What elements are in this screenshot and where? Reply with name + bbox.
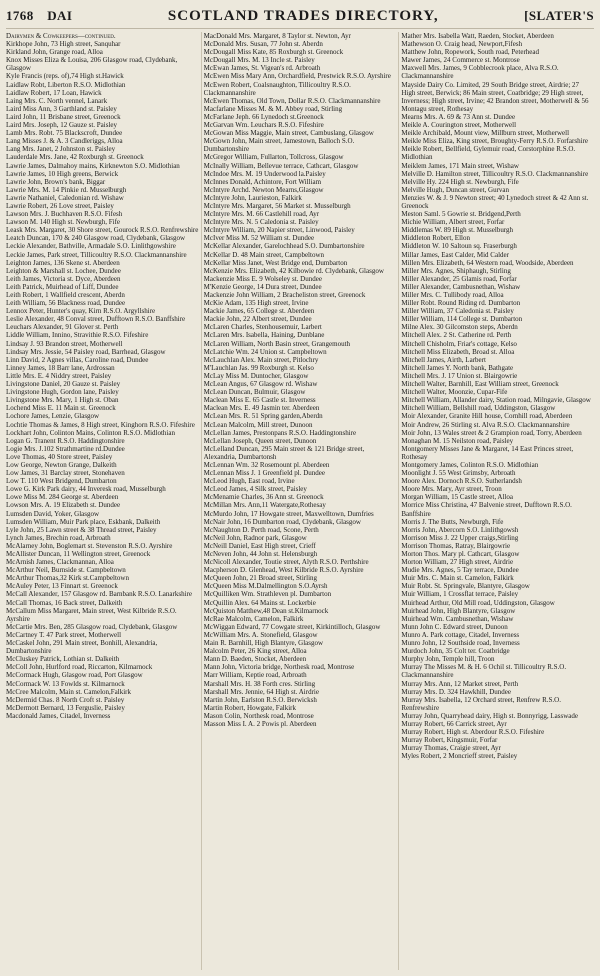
directory-entry: Lumsden David, Yoker, Glasgow [6,509,100,518]
directory-entry: McArthur Thomas,32 Kirk st.Campbeltown [6,574,129,583]
directory-entry: McCall Alexander, 157 Glasgow rd. Barnbank R.S.O. Lanarkshire [6,590,192,599]
directory-entry: Kirkland John, Grange road, Alloa [6,48,103,57]
directory-entry: Muirhead John, High Blantyre, Glasgow [401,606,516,615]
directory-entry: McCallum Miss Margaret, Main street, West Kilbride R.S.O. Ayrshire [6,606,177,623]
directory-entry: Laird John, 11 Brisbane street, Greenock [6,112,121,121]
directory-entry: Munn John C. Edward street, Dunoon [401,622,508,631]
directory-entry: Low George, Newton Grange, Dalkeith [6,460,117,469]
directory-entry: Leckie James, Park street, Tillicoultry R.S.O. Clackmannanshire [6,250,187,259]
directory-entry: McAuley Peter, 13 Finnart st. Greenock [6,582,118,591]
directory-entry: Moir John, 13 Wales street & 2 Grampion road, Torry, Aberdeen [401,428,582,437]
directory-entry: McMurdo John, 17 Howgate street, Maxwelltown, Dumfries [203,509,374,518]
directory-entry: McAllister Duncan, 11 Wellington street, Greenock [6,550,151,558]
directory-entry: Moore Mrs. Mary, Ayr street, Troon [401,485,502,494]
directory-entry: Martin Robert, Howgate, Falkirk [203,703,297,712]
directory-entry: McGregor William, Fullarton, Tollcross, Glasgow [203,153,344,162]
directory-entry: Morrice Miss Christina, 47 Balvenie street, Dufftown R.S.O. Banffshire [401,501,572,518]
directory-entry: McDonald Mrs. Susan, 77 John st. Aberdn [203,40,323,49]
directory-entry: McQueen Miss M.Dalmellington S.O.Ayrsh [203,582,328,591]
directory-entry: McFarlane Jeph. 66 Lynedoch st.Greenock [203,112,324,121]
section-abbrev: DAI [47,8,73,23]
directory-entry: McGown John, Main street, Jamestown, Balloch S.O. Dumbartonshire [203,137,355,154]
directory-entry: McLatchie Wm. 24 Union st. Campbeltown [203,347,327,356]
directory-entry: Mearns Mrs. A. 69 & 73 Ann st. Dundee [401,112,516,121]
directory-entry: Melville D. Hamilton street, Tillicoultry R.S.O. Clackmannanshire [401,169,589,178]
directory-entry: McLaren Mrs. Isabella, Haining, Dunblane [203,331,325,340]
directory-entry: Marshall Mrs. H. 38 Forth cres. Stirling [203,679,316,688]
directory-entry: McColl John, Hurlford road, Riccarton, Kilmarnock [6,663,153,672]
directory-entry: McEwan James, St. Vigean's rd. Arbroath [203,64,321,73]
directory-entry: Mann D. Baeden, Stocket, Aberdeen [203,655,307,664]
directory-entry: Moir Alexander, Granite Hill house, Cornhill road, Aberdeen [401,412,573,421]
page-number: 1768 [6,8,34,23]
directory-entry: Lowson Mrs. A. 19 Elizabeth st. Dundee [6,501,121,510]
directory-entry: Mitchell James, Airth, Larbert [401,355,486,364]
directory-entry: Montgomery James, Colinton R.S.O. Midlothian [401,460,539,469]
directory-entry: McIver Miss M. 52 William st. Dundee [203,234,315,243]
directory-entry: McIntyre William, 20 Napier street, Linwood, Paisley [203,226,355,235]
directory-entry: Lochend Miss E. 11 Main st. Greenock [6,404,116,413]
directory-entry: McCormack Hugh, Glasgow road, Port Glasgow [6,671,143,680]
directory-entry: McNeil John, Radnor park, Glasgow [203,533,307,542]
directory-entry: Mudie Mrs. Agnes, 5 Tay terrace, Dundee [401,566,519,575]
directory-entry: Mitchell William, Bellshill road, Uddingston, Glasgow [401,404,556,413]
directory-entry: Laird Mrs. Joseph, 12 Gauze st. Paisley [6,121,118,130]
directory-entry: McLelland Duncan, 295 Main street & 121 Bridge street, Alexandria, Dumbartonsh [203,444,365,461]
directory-entry: Muir William, 1 Crossflat terrace, Paisley [401,590,519,599]
directory-entry: Murray Mrs. Ann, 12 Market street, Perth [401,679,519,688]
directory-entry: Masson Miss I. A. 2 Powis pl. Aberdeen [203,719,317,728]
directory-entry: Laidlaw Robert, 17 Loan, Hawick [6,88,102,97]
directory-entry: Lennox Peter, Hunter's quay, Kirn R.S.O. Argyllshire [6,307,156,316]
directory-entry: Lowe Miss M. 284 George st. Aberdeen [6,493,119,502]
directory-entry: Low T. 110 West Bridgend, Dumbarton [6,477,117,486]
directory-entry: Laidlaw Robt, Liberton R.S.O. Midlothian [6,80,126,89]
directory-entry: Lang Mrs. Janet, 2 Johnston st. Paisley [6,145,116,154]
directory-entry: Myles Robert, 2 Moncrieff street, Paisley [401,752,518,761]
directory-entry: Linn David, 2 Agnes villas, Caroline road, Dundee [6,355,149,364]
publisher-name: [SLATER'S [524,8,594,23]
directory-entry: Lynch James, Brechin road, Arbroath [6,533,111,542]
directory-entry: Leatch Duncan, 170 & 240 Glasgow road, Clydebank, Glasgow [6,234,186,243]
directory-entry: Morrison Thomas, Ratray, Blairgowrie [401,541,511,550]
directory-entry: Livingstone Hugh, Gordon lane, Paisley [6,388,119,397]
directory-entry: Munro John, 12 Southside road, Inverness [401,639,520,648]
directory-entry: McLennan Miss J. 1 Greenfield pl. Dundee [203,469,325,478]
directory-entry: McWiggan Edward, 77 Cowgate street, Kirkintilloch, Glasgow [203,622,381,631]
directory-entry: Monaghan M. 15 Neilston road, Paisley [401,436,514,445]
directory-entry: McLay Miss M. Duntocher, Glasgow [203,371,309,380]
directory-entry: Leuchars Alexander, 91 Glover st. Perth [6,323,119,332]
directory-entry: Kirkhope John, 73 High street, Sanquhar [6,40,121,49]
directory-entry: McAlarney John, Boglemart st. Stevenston R.S.O. Ayrshire [6,541,173,550]
directory-entry: Morton William, 27 High street, Airdrie [401,558,514,567]
directory-entry: McLean Malcolm, Mill street, Dunoon [203,420,313,429]
directory-entry: Lochore James, Lenzie, Glasgow [6,412,100,421]
directory-entry: McEwen Miss Mary Ann, Orchardfield, Prestwick R.S.O. Ayrshire [203,72,391,81]
directory-entry: Moonlight J. 55 West Grimsby, Arbroath [401,469,516,478]
directory-entry: Lawrie John, Brown's bank, Biggar [6,177,106,186]
page-title: SCOTLAND TRADES DIRECTORY, [167,8,439,24]
directory-entry: Lawrie Mrs. M. 14 Pinkie rd. Musselburgh [6,185,127,194]
directory-entry: Mawer James, 24 Commerce st. Montrose [401,56,520,65]
directory-entry: Mackie James, 65 College st. Aberdeen [203,307,315,316]
directory-entry: Miller William, 114 College st. Dumbarton [401,315,523,324]
directory-entry: Mitchell William, Allander dairy, Station road, Milngavie, Glasgow [401,396,591,405]
directory-entry: McEwen Robert, Coalsnaughton, Tillicoultry R.S.O. Clackmannanshire [203,80,351,97]
directory-entry: McIntyre Mrs. N. 5 Caledonia st. Paisley [203,218,319,227]
directory-entry: McDermott Bernard, 13 Ferguslie, Paisley [6,703,125,712]
directory-entry: McGowan Miss Maggie, Main street, Cambuslang, Glasgow [203,129,374,138]
directory-entry: Miller Alexander, Cambusnethan, Wishaw [401,282,521,291]
directory-entry: Mitchell Miss Elizabeth, Broad st. Alloa [401,347,515,356]
directory-entry: Meston Saml. 5 Gowrie st. Bridgend,Perth [401,210,521,219]
directory-entry: McNicoll Alexander, Toutie street, Alyth R.S.O. Perthshire [203,558,369,567]
directory-entry: Miller Alexander, 25 Glamis road, Forfar [401,274,517,283]
directory-entry: McKenzie Mrs. Elizabeth, 42 Kilbowie rd. Clydebank, Glasgow [203,266,384,275]
directory-entry: Murray Robert, 66 Carrick street, Ayr [401,719,507,728]
directory-entry: Millen Mrs. Elizabeth, 64 Western road, Woodside, Aberdeen [401,258,574,267]
directory-entry: Macdonald James, Citadel, Inverness [6,711,111,720]
directory-entry: Leslie Alexander, 48 Conval street, Dufftown R.S.O. Banffshire [6,315,186,324]
directory-entry: Mitchell Walter, Barnhill, East William street, Greenock [401,380,559,389]
directory-entry: McGarvan Wm. Leuchars R.S.O. Fifeshire [203,121,324,130]
directory-entry: Lauderdale Mrs. Jane, 42 Roxburgh st. Greenock [6,153,144,162]
directory-entry: Lawson M. 140 High st. Newburgh, Fife [6,218,121,227]
directory-entry: Livingstone Daniel, 20 Gauze st. Paisley [6,380,121,389]
directory-entry: Murray John, Quarryhead dairy, High st. Bonnyrigg, Lasswade [401,711,578,720]
directory-entry: McIndoe Mrs. M. 19 Underwood la.Paisley [203,169,326,178]
directory-entry: McKie Adam, 135 High street, Irvine [203,299,309,308]
directory-entry: Middleton Robert, Ellon [401,234,470,243]
directory-entry: Knox Misses Eliza & Louisa, 206 Glasgow road, Clydebank, Glasgow [6,56,178,73]
directory-entry: Main R. Barnhill, High Blantyre, Glasgow [203,639,324,648]
directory-entry: Menzies W. & J. 9 Newton street; 40 Lynedoch street & 42 Ann st. Greenock [401,193,589,210]
directory-entry: McLeod Hugh, East road, Irvine [203,477,295,486]
directory-entry: Little Mrs. E. 4 Niddry street, Paisley [6,371,112,380]
directory-entry: Lawrie James, Dalmahoy mains, Kirknewton S.O. Midlothian [6,161,180,170]
directory-entry: Kyle Francis (reps. of),74 High st.Hawick [6,72,124,81]
directory-entry: Mitchell Alex. 2 St. Catherine rd. Perth [401,331,512,340]
directory-entry: Leith James, Victoria st. Dyce, Aberdeen [6,274,121,283]
directory-entry: Millar James, East Calder, Mid Calder [401,250,509,259]
directory-entry: McQuillin Alex. 64 Mains st. Lockerbie [203,598,316,607]
directory-entry: Mather Mrs. Isabella Watt, Raeden, Stocket, Aberdeen [401,32,554,40]
directory-entry: Livingstone Mrs. Mary, 1 High st. Oban [6,396,119,405]
directory-entry: Laird Miss Ann, 3 Garthland st. Paisley [6,104,117,113]
directory-entry: McNeill Daniel, East High street, Crieff [203,541,316,550]
directory-entry: McKellar Miss Janet, West Bridge end, Dumbarton [203,258,348,267]
header-left [6,8,82,24]
directory-entry: McMenamie Charles, 36 Ann st. Greenock [203,493,324,502]
directory-entry: McQuilliken Wm. Strathleven pl. Dumbarton [203,590,332,599]
directory-entry: Miller Mrs. C. Tullibody road, Alloa [401,291,504,299]
directory-entry: McDermid Chas. 8 North Croft st. Paisley [6,695,125,704]
directory-entry: Murray Robert, High st. Aberdour R.S.O. Fifeshire [401,728,545,737]
directory-entry: McMillan Mrs. Ann,11 Watergate,Rothesay [203,501,326,510]
directory-entry: McKellar D. 48 Main street, Campbeltown [203,250,325,259]
directory-entry: McEwen Thomas, Old Town, Dollar R.S.O. Clackmannanshire [203,96,381,105]
directory-entry: Morris J. The Butts, Newburgh, Fife [401,517,504,526]
directory-entry: Muir Mrs. C. Main st. Camelon, Falkirk [401,574,514,583]
directory-entry: McLaren William, North Basin street, Grangemouth [203,339,351,348]
directory-entry: McLean Duncan, Bulmuir, Glasgow [203,388,306,397]
directory-entry: Middleton W. 10 Saltoun sq. Fraserburgh [401,242,517,251]
directory-entry: McCluskey Patrick, Lothian st. Dalkeith [6,655,120,664]
directory-entry: Marr William, Keptie road, Arbroath [203,671,307,680]
directory-entry: Mason Colin, Northesk road, Montrose [203,711,314,720]
directory-entry: Miller William, 37 Caledonia st. Paisley [401,307,514,316]
directory-entry: Morris John, Abercorn S.O. Linlithgowsh [401,525,519,534]
directory-entry: Lowe G. Kirk Park dairy, 44 Inveresk road, Musselburgh [6,485,166,494]
directory-entry: Linney James, 18 Barr lane, Ardrossan [6,363,115,372]
directory-entry: Dairymen & Cowkeepers—continued. [6,32,116,40]
directory-entry: Mitchell Walter, Moonzie, Cupar-Fife [401,388,508,397]
directory-entry: McLellan Joseph, Queen street, Dunoon [203,436,317,445]
directory-entry: Mayside Dairy Co. Limited, 29 South Bridge street, Airdrie; 27 High street, Berwick; 86 Main street, Coatbridge; 29 High street, Inverness; High street, Irvine; 42 Brandon street, Motherwell & 56 Montagu street, Rothesay [401,80,589,113]
directory-entry: McLennan Wm. 32 Rosemount pl. Aberdeen [203,460,330,469]
directory-entry: Lamb Mrs. Robt. 75 Blackscroft, Dundee [6,129,123,138]
directory-entry: Morgan William, 15 Castle street, Alloa [401,493,513,502]
directory-entry: Muir Robt. St. Springvale, Blantyre, Glasgow [401,582,530,591]
directory-entry: Maxwell Mrs. James, 9 Cobblecrook place, Alva R.S.O. Clackmannanshire [401,64,559,81]
directory-entry: Lawson Mrs. J. Buchhaven R.S.O. Fifesh [6,210,123,219]
directory-entry: Moore Alex. Dornoch R.S.O. Sutherlandsh [401,477,522,486]
directory-entry: Matthew John, Ropework, South road, Peterhead [401,48,539,57]
directory-entry: Mitchell Mrs. J. 17 Union st. Blairgowrie [401,371,518,380]
directory-entry: McCartney T. 47 Park street, Motherwell [6,630,122,639]
directory-entry: McLean Angus, 67 Glasgow rd. Wishaw [203,380,318,389]
directory-entry: Melville Hugh, Duncan street, Gurvan [401,185,510,194]
directory-entry: McArnish James, Clackmannan, Alloa [6,558,114,567]
directory-entry: McQuiston Matthew,48 Dean st.Kilmarnock [203,606,329,615]
page-header [6,8,594,29]
entry-columns [6,32,596,970]
directory-entry: Murray Robert, Kingsmuir, Forfar [401,736,498,745]
directory-entry: Lindsay J. 93 Brandon street, Motherwell [6,339,123,348]
directory-entry: McIntyre Archd. Newton Mearns,Glasgow [203,185,324,194]
directory-entry: Leask Mrs. Margaret, 30 Shore street, Gourock R.S.O. Renfrewshire [6,226,199,235]
directory-entry: McCaskel John, 291 Main street, Bonhill, Alexandria, Dumbartonshire [6,639,158,656]
directory-entry: Marshall Mrs. Jennie, 64 High st. Airdrie [203,687,319,696]
directory-entry: McCormack W. 13 Fowlds st. Kilmarnock [6,679,125,688]
directory-entry: Middlemas W. 89 High st. Musselburgh [401,226,514,235]
directory-entry: McIntyre Mrs. Margaret, 56 Market st. Musselburgh [203,201,351,210]
directory-entry: Logan G. Tranent R.S.O. Haddingtonshire [6,436,125,445]
directory-entry: Lang Misses J. & A. 3 Candleriggs, Alloa [6,137,123,146]
directory-entry: Logie Mrs. J.102 Strathmartine rd.Dundee [6,444,125,453]
directory-entry: Meikle Miss Eliza, King street, Broughty-Ferry R.S.O. Forfarshire [401,137,588,146]
directory-entry: Lochtie Thomas & James, 8 High street, Kinghorn R.S.O. Fifeshire [6,420,195,429]
directory-entry: McDougall Mrs. M. 13 Incle st. Paisley [203,56,315,65]
directory-entry: Love Thomas, 40 Store street, Paisley [6,452,113,461]
directory-entry: Murphy John, Temple hill, Troon [401,655,495,664]
column-3 [401,32,596,970]
directory-entry: Morton Thos. Mary pl. Cathcart, Glasgow [401,550,520,558]
directory-entry: McCartie Mrs. Ben, 285 Glasgow road, Clydebank, Glasgow [6,622,178,631]
directory-entry: Meikle A. Courington street, Motherwell [401,121,517,130]
directory-entry: Meiklem James, 171 Main street, Wishaw [401,161,519,170]
directory-entry: Low James, 31 Barclay street, Stonehaven [6,469,125,478]
directory-entry: Murray Mrs. D. 324 Hawkhill, Dundee [401,687,511,696]
directory-entry: McInnes Donald, Achintore, Fort William [203,177,322,186]
directory-entry: McLean Mrs. R. 51 Spring garden,Aberdn [203,412,323,421]
directory-entry: Murdoch John, 35 Colt ter. Coatbridge [401,647,510,656]
directory-entry: Miller Mrs. Agnes, Shiphaugh, Stirling [401,266,511,275]
directory-entry: Lindsay Mrs. Jessie, 54 Paisley road, Barrhead, Glasgow [6,347,166,356]
directory-entry: Mackie John, 22 Albert street, Dundee [203,315,312,324]
directory-entry: McLauchlan Alex. Main street, Pitlochry [203,355,319,364]
directory-entry: Muirhead Wm. Cambusnethan, Wishaw [401,614,514,623]
directory-entry: Melville Hy. 224 High st. Newburgh, Fife [401,177,519,186]
directory-entry: Moir Andrew, 26 Stirling st. Alva R.S.O. Clackmannanshire [401,420,570,429]
directory-entry: McCree Malcolm, Main st. Camelon,Falkirk [6,687,132,696]
directory-entry: Lawrie James, 10 High greens, Berwick [6,169,119,178]
directory-entry: MacDonald Mrs. Margaret, 8 Taylor st. Newton, Ayr [203,32,352,40]
directory-entry: Lumsden William, Muir Park place, Eskbank, Dalkeith [6,517,161,526]
directory-entry: Lawrie Robert, 26 Love street, Paisley [6,201,114,210]
directory-entry: McLeod James, 4 Silk street, Paisley [203,485,307,494]
directory-entry: Mackenzie John William, 2 Bracheliston street, Greenock [203,291,366,299]
directory-entry: Leith Patrick, Muirhead of Liff, Dundee [6,282,119,291]
directory-entry: Martin John, Earlston R.S.O. Berwicksh [203,695,317,704]
directory-entry: McRae Malcolm, Camelon, Falkirk [203,614,304,623]
directory-entry: McArthur Neil, Burnside st. Campbeltown [6,566,126,575]
directory-entry: Leighton James, 136 Skene st. Aberdeen [6,258,120,267]
directory-entry: Lawrie Nathaniel, Caledonian rd. Wishaw [6,193,124,202]
directory-entry: Maclean Miss E. 65 Castle st. Inverness [203,396,316,405]
directory-entry: Leith William, 56 Blackness road, Dundee [6,299,126,308]
directory-entry: M'Lauchlan Jas. 99 Roxburgh st. Kelso [203,363,314,372]
directory-entry: Macpherson D. Glenhead, West Kilbride R.S.O. Ayrshire [203,566,364,575]
directory-entry: Liddle William, Innino, Stravithie R.S.O. Fifeshire [6,331,149,340]
directory-entry: Malcolm Peter, 26 King street, Alloa [203,647,307,656]
directory-entry: Leckie Alexander, Bathville, Armadale S.O. Linlithgowshire [6,242,176,251]
directory-entry: McIntyre John, Laurieston, Falkirk [203,193,302,202]
directory-entry: McLaren Charles, Stenhousemuir, Larbert [203,323,322,332]
directory-entry: Michie William, Albert street, Forfar [401,218,505,227]
directory-entry: Milne Alex. 30 Gilcomston steps, Aberdn [401,323,518,332]
directory-entry: Munro A. Park cottage, Citadel, Inverness [401,630,520,639]
directory-entry: Mackenzie Miss E. 9 Wolseley st. Dundee [203,274,322,283]
directory-entry: McNair John, 16 Dumbarton road, Clydebank, Glasgow [203,517,361,526]
directory-entry: Macfarlane Misses M. & M. Abbey road, Stirling [203,104,343,113]
directory-entry: McIntyre Mrs. M. 66 Castlehill road, Ayr [203,210,320,219]
column-2 [204,32,400,970]
directory-entry: McNaughton D. Perth road, Scone, Perth [203,525,319,534]
directory-entry: Morrison Miss J. 22 Upper craigs,Stirling [401,533,519,542]
directory-entry: Maclean Mrs. E. 49 Jasmin ter. Aberdeen [203,404,320,413]
directory-entry: Montgomery Misses Jane & Margaret, 14 East Princes street, Rothesay [401,444,574,461]
directory-entry: McWilliam Mrs. A. Stonefield, Glasgow [203,630,318,639]
directory-entry: McQueen John, 21 Broad street, Stirling [203,574,318,583]
directory-entry: Laing Mrs. C. North vennel, Lanark [6,96,108,105]
directory-entry: Mathewson O. Craig head, Newport,Fifesh [401,40,523,49]
directory-entry: McKellar Alexander, Garelochhead S.O. Dumbartonshire [203,242,365,251]
directory-entry: McLellan James, Prestonpans R.S.O. Haddingtonshire [203,428,357,437]
directory-entry: Mann John, Victoria bridge, Northesk road, Montrose [203,663,355,672]
directory-entry: M'Kenzie George, 14 Dura street, Dundee [203,282,322,291]
directory-entry: McInally William, Bellevue terrace, Cathcart, Glasgow [203,161,359,170]
directory-entry: Leighton & Marshall st. Lochee, Dundee [6,266,121,275]
directory-entry: Lyle John, 25 Lawn street & 38 Thread street, Paisley [6,525,157,534]
directory-entry: Meikle Robert, Bellfield, Gylemuir road, Corstorphine R.S.O. Midlothian [401,145,576,162]
directory-entry: Murray The Misses M. & H. 6 Ochil st. Tillicoultry R.S.O. Clackmannanshire [401,663,567,680]
directory-entry: Murray Mrs. Isabella, 12 Orchard street, Renfrew R.S.O. Renfrewshire [401,695,561,712]
directory-entry: McDougall Miss Kate, 85 Roxburgh st. Greenock [203,48,344,57]
directory-entry: Muirhead Arthur, Old Mill road, Uddingston, Glasgow [401,598,555,607]
directory-entry: Murray Thomas, Craigie street, Ayr [401,744,501,753]
directory-entry: Leith Robert, 1 Wallfield crescent, Aberdn [6,291,125,299]
directory-entry: Mitchell Chisholm, Friar's cottage, Kelso [401,339,517,348]
column-1 [6,32,202,970]
directory-entry: McCall Thomas, 16 Back street, Dalkeith [6,598,123,607]
directory-entry: McNeven John, 44 John st. Helensburgh [203,550,318,558]
directory-entry: Mitchell James Y. North bank, Bathgate [401,363,514,372]
directory-entry: Meikle Archibald, Mount view, Millburn street, Motherwell [401,129,570,138]
directory-entry: Lockhart John, Colinton Mains, Colinton R.S.O. Midlothian [6,428,175,437]
directory-entry: Miller Robt. Round Riding rd. Dumbarton [401,299,521,308]
